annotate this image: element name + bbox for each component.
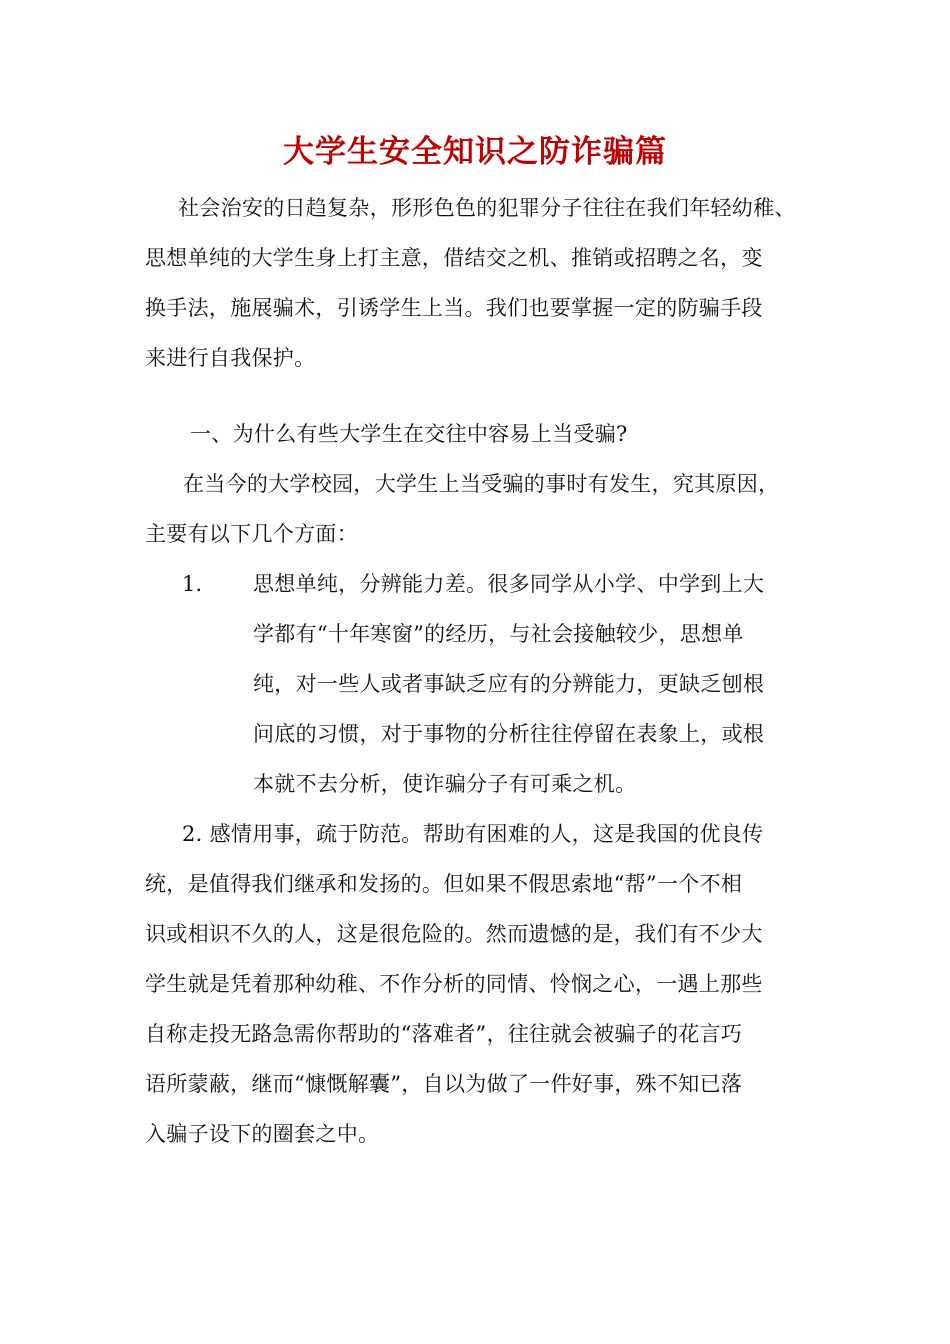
section-heading: 一、为什么有些大学生在交往中容易上当受骗? — [190, 422, 628, 446]
list-item-line: 问底的习惯，对于事物的分析往往停留在表象上，或根 — [253, 722, 765, 746]
list-item-line: 思想单纯，分辨能力差。很多同学从小学、中学到上大 — [253, 572, 765, 596]
section-intro-line: 主要有以下几个方面： — [145, 522, 358, 546]
intro-line: 来进行自我保护。 — [145, 346, 316, 370]
intro-line: 换手法，施展骗术，引诱学生上当。我们也要掌握一定的防骗手段 — [145, 296, 763, 320]
section-intro-line: 在当今的大学校园，大学生上当受骗的事时有发生，究其原因， — [183, 472, 780, 496]
intro-line: 社会治安的日趋复杂，形形色色的犯罪分子往往在我们年轻幼稚、 — [178, 196, 796, 220]
list-item-line: 入骗子设下的圈套之中。 — [145, 1122, 380, 1146]
list-item-line: 本就不去分析，使诈骗分子有可乘之机。 — [253, 772, 637, 796]
list-item-line: 语所蒙蔽，继而“慷慨解囊”，自以为做了一件好事，殊不知已落 — [145, 1072, 743, 1096]
list-item-line: 学生就是凭着那种幼稚、不作分析的同情、怜悯之心，一遇上那些 — [145, 972, 763, 996]
intro-line: 思想单纯的大学生身上打主意，借结交之机、推销或招聘之名，变 — [145, 246, 763, 270]
list-item-line: 自称走投无路急需你帮助的“落难者”，往往就会被骗子的花言巧 — [145, 1022, 743, 1046]
list-item-line: 统，是值得我们继承和发扬的。但如果不假思索地“帮”一个不相 — [145, 872, 743, 896]
list-item-line: 纯，对一些人或者事缺乏应有的分辨能力，更缺乏刨根 — [253, 672, 765, 696]
list-item-number: 1. — [182, 572, 203, 596]
list-item-line: 学都有“十年寒窗”的经历，与社会接触较少，思想单 — [253, 622, 744, 646]
document-title: 大学生安全知识之防诈骗篇 — [283, 134, 667, 170]
list-item-line: 识或相识不久的人，这是很危险的。然而遗憾的是，我们有不少大 — [145, 922, 763, 946]
list-item-line: 2. 感情用事，疏于防范。帮助有困难的人，这是我国的优良传 — [182, 822, 764, 846]
